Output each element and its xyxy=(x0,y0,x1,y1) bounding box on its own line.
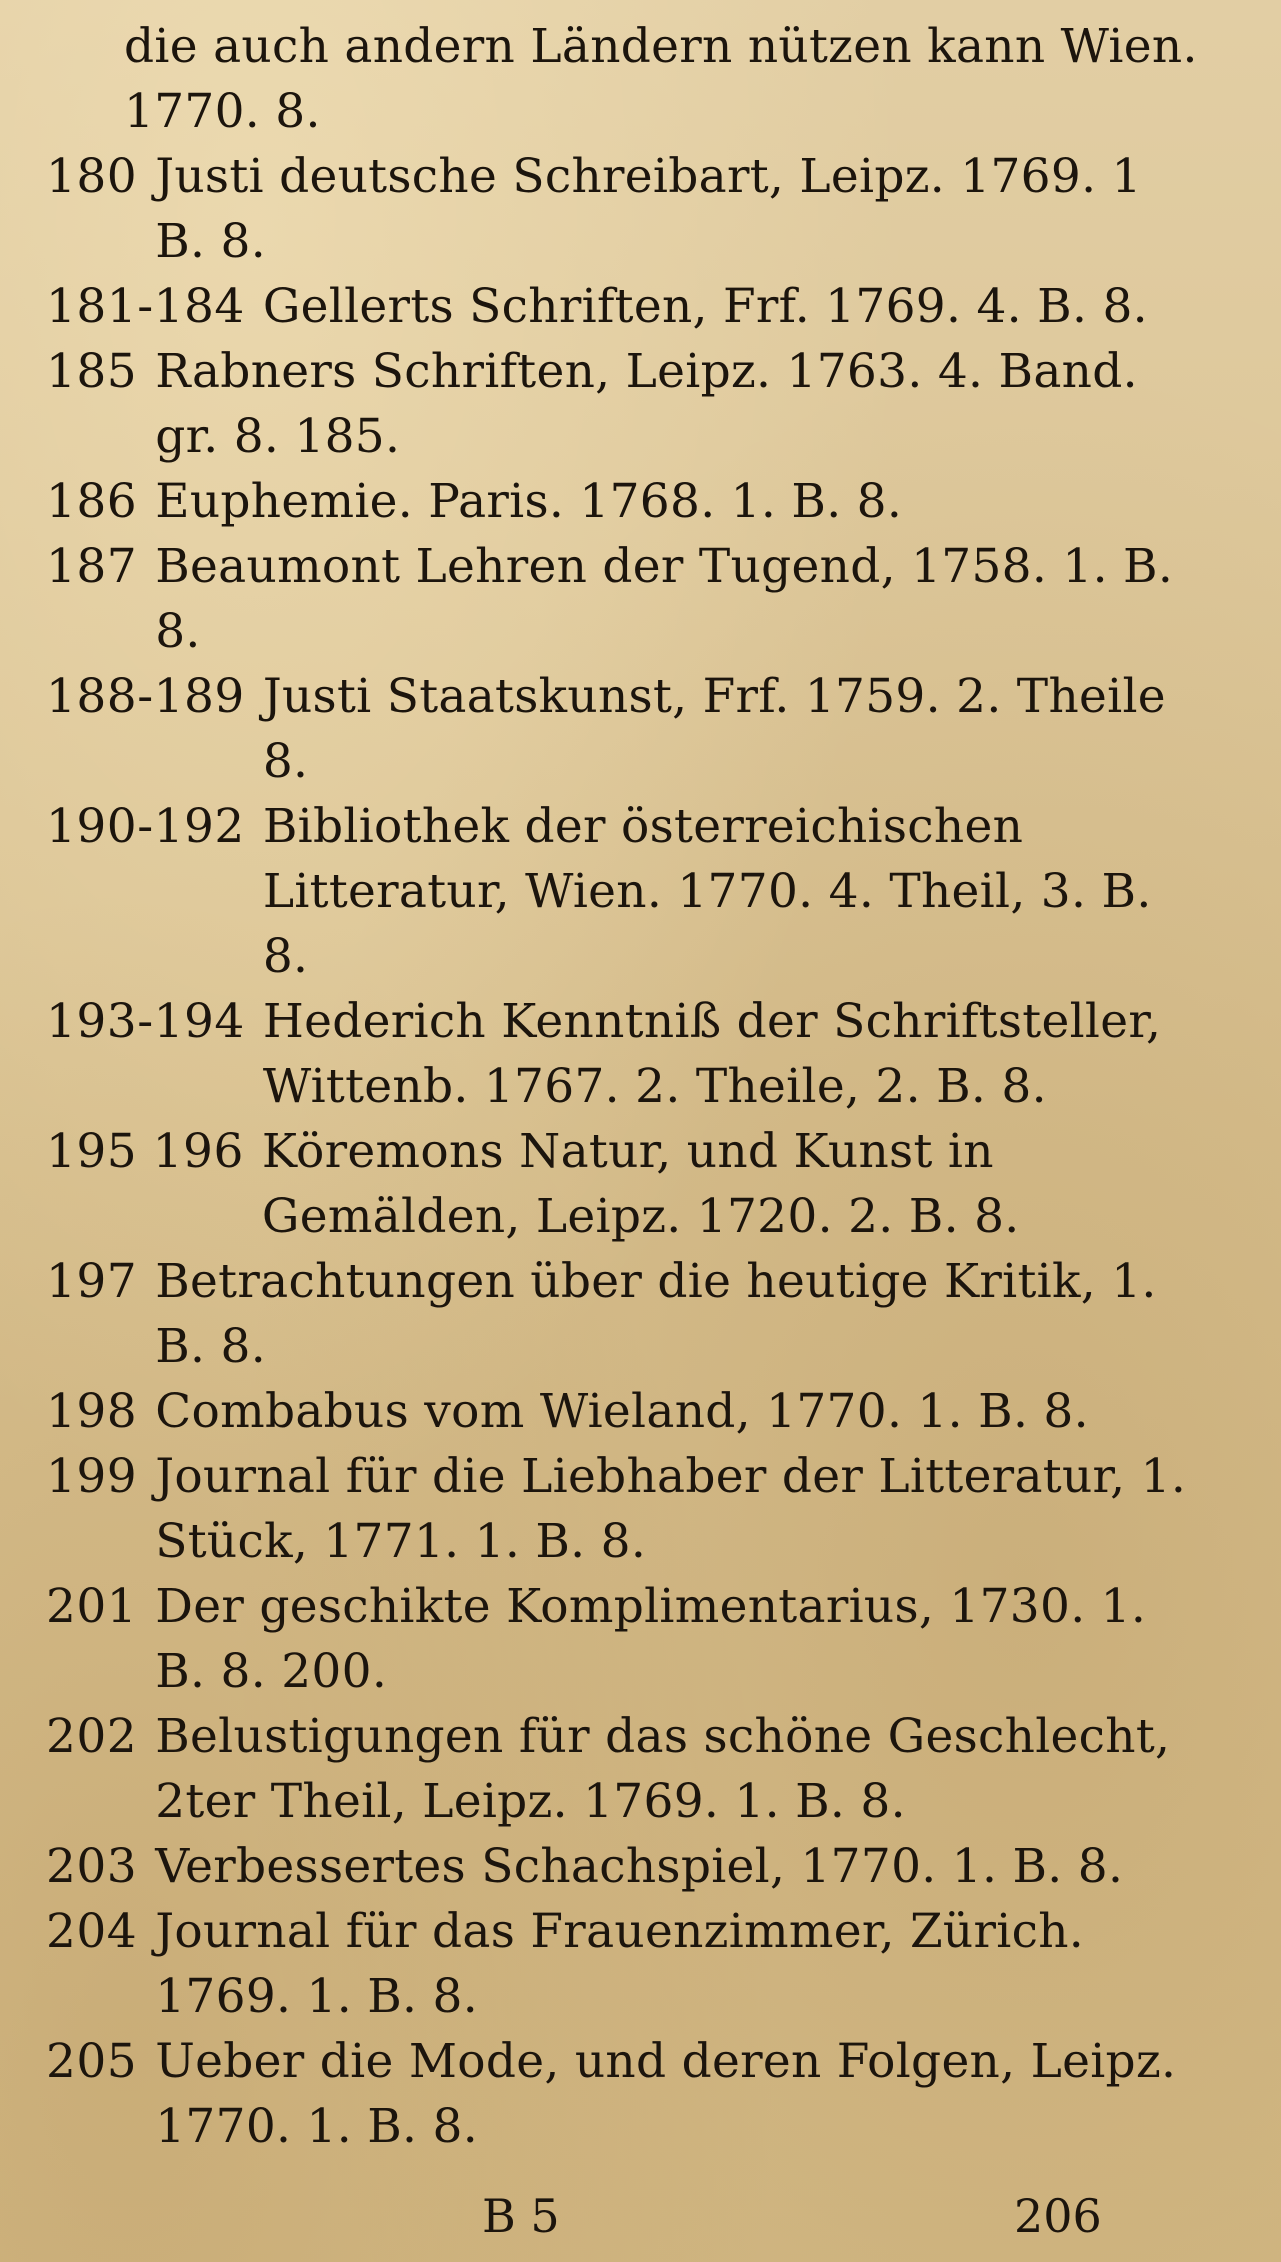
entry-text: Betrachtungen über die heutige Kritik, 1. B. 8. xyxy=(155,1254,1157,1374)
page-footer xyxy=(0,2186,1281,2246)
catalog-entry xyxy=(46,1574,1206,1704)
entry-number: 198 xyxy=(46,1384,138,1439)
catalog-entry xyxy=(46,14,1206,144)
catalog-entry xyxy=(46,1119,1206,1249)
catalog-entry xyxy=(46,339,1206,469)
entry-number: 190-192 xyxy=(46,799,245,854)
catalog-entry xyxy=(46,664,1206,794)
entry-text: Combabus vom Wieland, 1770. 1. B. 8. xyxy=(155,1384,1089,1439)
entry-number: 201 xyxy=(46,1579,138,1634)
catalog-entry xyxy=(46,1899,1206,2029)
entry-number: 197 xyxy=(46,1254,138,1309)
entry-number: 186 xyxy=(46,474,138,529)
entry-number: 195 196 xyxy=(46,1124,244,1179)
entry-text: Gellerts Schriften, Frf. 1769. 4. B. 8. xyxy=(262,279,1148,334)
catalog-entry xyxy=(46,274,1206,339)
page-number: 206 xyxy=(1014,2189,1102,2243)
entry-number: 185 xyxy=(46,344,138,399)
entry-number: 193-194 xyxy=(46,994,245,1049)
entry-number: 180 xyxy=(46,149,138,204)
entry-text: Belustigungen für das schöne Geschlecht, 2ter Theil, Leipz. 1769. 1. B. 8. xyxy=(155,1709,1171,1829)
entry-text: Journal für die Liebhaber der Litteratur, 1. Stück, 1771. 1. B. 8. xyxy=(155,1449,1187,1569)
catalog-entry xyxy=(46,1704,1206,1834)
entry-text: Bibliothek der österreichischen Litteratur, Wien. 1770. 4. Theil, 3. B. 8. xyxy=(262,799,1152,984)
catalog-entry xyxy=(46,144,1206,274)
catalog-entry xyxy=(46,2029,1206,2159)
entry-text: Der geschikte Komplimentarius, 1730. 1. B. 8. 200. xyxy=(155,1579,1147,1699)
entry-number: 203 xyxy=(46,1839,138,1894)
entry-number: 187 xyxy=(46,539,138,594)
entry-text: Justi Staatskunst, Frf. 1759. 2. Theile 8. xyxy=(262,669,1166,789)
catalog-list xyxy=(46,14,1206,2159)
catalog-entry xyxy=(46,534,1206,664)
signature-mark: B 5 xyxy=(482,2189,560,2243)
entry-number: 204 xyxy=(46,1904,138,1959)
entry-text: Beaumont Lehren der Tugend, 1758. 1. B. 8. xyxy=(155,539,1174,659)
entry-number: 199 xyxy=(46,1449,138,1504)
entry-text: Verbessertes Schachspiel, 1770. 1. B. 8. xyxy=(155,1839,1124,1894)
catalog-entry xyxy=(46,1444,1206,1574)
entry-text: Journal für das Frauenzimmer, Zürich. 1769. 1. B. 8. xyxy=(155,1904,1085,2024)
entry-text: die auch andern Ländern nützen kann Wien. 1770. 8. xyxy=(124,19,1198,139)
catalog-entry xyxy=(46,1249,1206,1379)
entry-number: 205 xyxy=(46,2034,138,2089)
entry-text: Hederich Kenntniß der Schriftsteller, Wittenb. 1767. 2. Theile, 2. B. 8. xyxy=(262,994,1162,1114)
entry-number: 202 xyxy=(46,1709,138,1764)
entry-number: 188-189 xyxy=(46,669,245,724)
catalog-entry xyxy=(46,1834,1206,1899)
entry-text: Justi deutsche Schreibart, Leipz. 1769. 1 B. 8. xyxy=(155,149,1142,269)
entry-text: Rabners Schriften, Leipz. 1763. 4. Band. gr. 8. 185. xyxy=(155,344,1138,464)
catalog-entry xyxy=(46,1379,1206,1444)
catalog-entry xyxy=(46,469,1206,534)
entry-number: 181-184 xyxy=(46,279,245,334)
entry-text: Ueber die Mode, und deren Folgen, Leipz. 1770. 1. B. 8. xyxy=(155,2034,1177,2154)
catalog-entry xyxy=(46,794,1206,989)
entry-text: Köremons Natur, und Kunst in Gemälden, Leipz. 1720. 2. B. 8. xyxy=(261,1124,1020,1244)
entry-text: Euphemie. Paris. 1768. 1. B. 8. xyxy=(155,474,903,529)
catalog-entry xyxy=(46,989,1206,1119)
